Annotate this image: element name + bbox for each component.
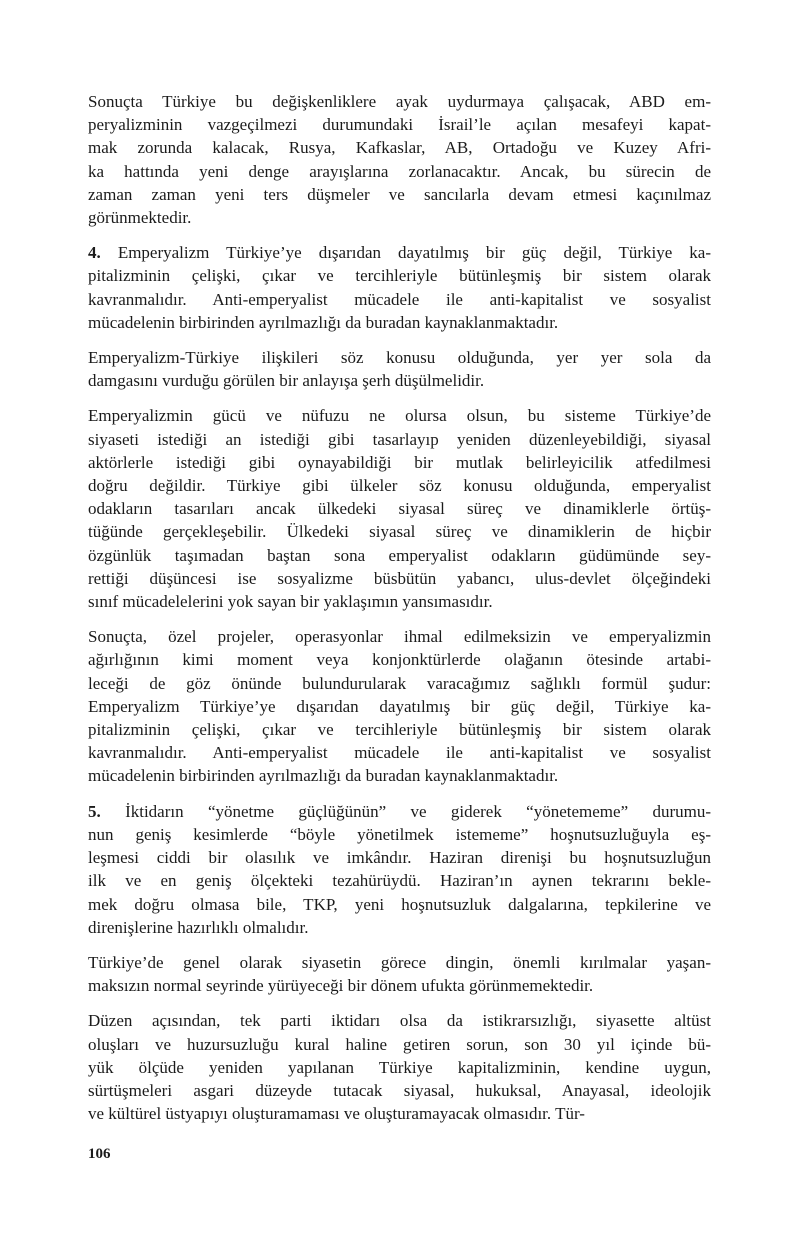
text-line: odakların tasarıları ancak ülkedeki siyasal süreç ve dinamiklerle örtüş- — [88, 499, 711, 519]
text-line: ve kültürel üstyapıyı oluşturamaması ve oluşturamayacak olmasıdır. Tür- — [88, 1104, 585, 1124]
text-line — [88, 800, 711, 823]
text-line: oluşları ve huzursuzluğu kural haline getiren sorun, son 30 yıl içinde bü- — [88, 1034, 711, 1054]
text-line: Emperyalizm-Türkiye ilişkileri söz konusu olduğunda, yer yer sola da — [88, 348, 711, 368]
text-line: tüğünde gerçekleşebilir. Ülkedeki siyasal süreç ve dinamiklerin de hiçbir — [88, 522, 711, 542]
page-text — [88, 90, 711, 1137]
text-line — [88, 241, 711, 264]
paragraph — [88, 241, 711, 334]
text-line: pitalizminin çelişki, çıkar ve tercihleriyle bütünleşmiş bir sistem olarak — [88, 266, 711, 286]
text-line: görünmektedir. — [88, 208, 192, 228]
text-line: leşmesi ciddi bir olasılık ve imkândır. Haziran direnişi bu hoşnutsuzluğun — [88, 848, 711, 868]
text-line-content: Emperyalizm Türkiye’ye dışarıdan dayatılmış bir güç değil, Türkiye ka- — [117, 243, 712, 263]
text-line: nun geniş kesimlerde “böyle yönetilmek istememe” hoşnutsuzluğuyla eş- — [88, 824, 711, 844]
paragraph-number: 5. — [88, 801, 101, 821]
page-number: 106 — [88, 1146, 111, 1162]
text-line: pitalizminin çelişki, çıkar ve tercihleriyle bütünleşmiş bir sistem olarak — [88, 720, 711, 740]
text-line: ka hattında yeni denge arayışlarına zorlanacaktır. Ancak, bu sürecin de — [88, 161, 711, 181]
text-line: Emperyalizm Türkiye’ye dışarıdan dayatılmış bir güç değil, Türkiye ka- — [88, 696, 711, 716]
paragraph — [88, 625, 711, 787]
text-line: kavranmalıdır. Anti-emperyalist mücadele ile anti-kapitalist ve sosyalist — [88, 289, 711, 309]
text-line: Sonuçta Türkiye bu değişkenliklere ayak uydurmaya çalışacak, ABD em- — [88, 92, 711, 111]
text-line: maksızın normal seyrinde yürüyeceği bir dönem ufukta görünmemektedir. — [88, 976, 594, 996]
text-line: mücadelenin birbirinden ayrılmazlığı da buradan kaynaklanmaktadır. — [88, 312, 559, 332]
text-line: sınıf mücadelelerini yok sayan bir yaklaşımın yansımasıdır. — [88, 592, 493, 612]
text-line: Emperyalizmin gücü ve nüfuzu ne olursa olsun, bu sisteme Türkiye’de — [88, 406, 711, 426]
text-line: mek doğru olmasa bile, TKP, yeni hoşnutsuzluk dalgalarına, tepkilerine ve — [88, 894, 711, 914]
text-line: yük ölçüde yeniden yapılanan Türkiye kapitalizminin, kendine uygun, — [88, 1057, 711, 1077]
text-line: Sonuçta, özel projeler, operasyonlar ihmal edilmeksizin ve emperyalizmin — [88, 627, 711, 647]
text-line: siyaseti istediği an istediği gibi tasarlayıp yeniden düzenleyebildiği, siyasal — [88, 429, 711, 449]
text-line: mücadelenin birbirinden ayrılmazlığı da buradan kaynaklanmaktadır. — [88, 766, 559, 786]
text-line: peryalizminin vazgeçilmezi durumundaki İsrail’le açılan mesafeyi kapat- — [88, 115, 711, 135]
text-line: aktörlerle istediği gibi oynayabildiği bir mutlak belirleyicilik atfedilmesi — [88, 452, 711, 472]
text-line: ilk ve en geniş ölçekteki tezahürüydü. Haziran’ın aynen tekrarını bekle- — [88, 871, 711, 891]
paragraph — [88, 346, 711, 392]
paragraph — [88, 404, 711, 613]
text-line: sürtüşmeleri asgari düzeyde tutacak siyasal, hukuksal, Anayasal, ideolojik — [88, 1080, 711, 1100]
paragraph — [88, 800, 711, 939]
text-line: ağırlığının kimi moment veya konjonktürlerde olağanın ötesinde artabi- — [88, 650, 711, 670]
paragraph — [88, 90, 711, 229]
text-line: kavranmalıdır. Anti-emperyalist mücadele ile anti-kapitalist ve sosyalist — [88, 743, 711, 763]
text-line: mak zorunda kalacak, Rusya, Kafkaslar, AB, Ortadoğu ve Kuzey Afri- — [88, 138, 711, 158]
text-line: özgünlük taşımadan baştan sona emperyalist odakların güdümünde sey- — [88, 545, 711, 565]
text-line: damgasını vurduğu görülen bir anlayışa şerh düşülmelidir. — [88, 371, 485, 391]
text-line: zaman zaman yeni ters düşmeler ve sancılarla devam etmesi kaçınılmaz — [88, 184, 711, 204]
text-line: Türkiye’de genel olarak siyasetin görece dingin, önemli kırılmalar yaşan- — [88, 952, 711, 972]
text-line-content: İktidarın “yönetme güçlüğünün” ve giderek “yönetememe” durumu- — [125, 801, 711, 821]
text-line: direnişlerine hazırlıklı olmalıdır. — [88, 917, 309, 937]
text-line: rettiği düşüncesi ise sosyalizme büsbütün yabancı, ulus-devlet ölçeğindeki — [88, 568, 711, 588]
text-line: leceği de göz önünde bulundurularak varacağımız sağlıklı formül şudur: — [88, 673, 711, 693]
paragraph — [88, 1009, 711, 1125]
text-line: Düzen açısından, tek parti iktidarı olsa da istikrarsızlığı, siyasette altüst — [88, 1011, 711, 1031]
paragraph-number: 4. — [88, 243, 101, 263]
paragraph — [88, 951, 711, 997]
text-line: doğru değildir. Türkiye gibi ülkeler söz konusu olduğunda, emperyalist — [88, 476, 711, 496]
